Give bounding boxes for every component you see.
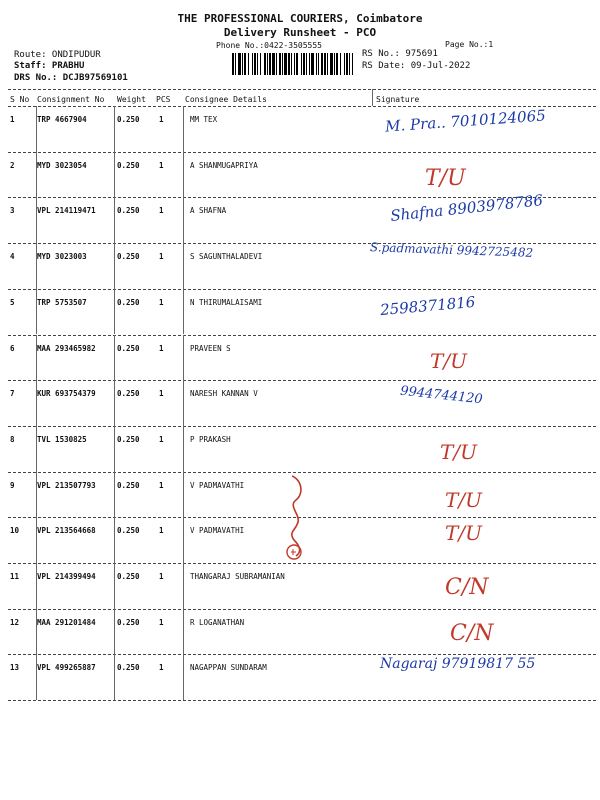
row-consignee: NARESH KANNAN V bbox=[190, 389, 258, 399]
row-pcs: 1 bbox=[159, 526, 164, 536]
col-header-weight: Weight bbox=[117, 95, 146, 104]
row-divider bbox=[8, 426, 596, 427]
row-weight: 0.250 bbox=[117, 206, 140, 216]
row-sno: 3 bbox=[10, 206, 15, 216]
row-signature: S.padmavathi 9942725482 bbox=[369, 240, 534, 260]
row-pcs: 1 bbox=[159, 617, 164, 627]
company-name: THE PROFESSIONAL COURIERS, Coimbatore bbox=[177, 12, 423, 25]
row-consignee: V PADMAVATHI bbox=[190, 480, 245, 490]
staff-label: Staff: PRABHU bbox=[14, 61, 85, 71]
row-pcs: 1 bbox=[159, 206, 164, 216]
row-pcs: 1 bbox=[159, 297, 164, 307]
row-consignment-no: VPL 499265887 bbox=[37, 663, 96, 673]
col-sno-divider bbox=[36, 152, 37, 198]
row-sno: 5 bbox=[10, 297, 15, 307]
col-pcs-divider bbox=[183, 380, 184, 426]
col-pcs-divider bbox=[183, 563, 184, 609]
row-consignee: A SHANMUGAPRIYA bbox=[190, 160, 258, 170]
row-divider bbox=[8, 700, 596, 701]
row-weight: 0.250 bbox=[117, 434, 140, 444]
col-sno-divider bbox=[36, 243, 37, 289]
row-signature: T/U bbox=[430, 348, 467, 373]
col-sno-divider bbox=[36, 517, 37, 563]
row-divider bbox=[8, 335, 596, 336]
row-consignee: N THIRUMALAISAMI bbox=[190, 297, 263, 307]
row-signature: Shafna 8903978786 bbox=[389, 191, 544, 226]
row-consignment-no: TRP 5753507 bbox=[37, 297, 87, 307]
col-consignment-divider bbox=[114, 106, 115, 152]
col-sno-divider bbox=[36, 472, 37, 518]
col-sno-divider bbox=[36, 654, 37, 700]
rs-number: RS No.: 975691 bbox=[362, 49, 438, 59]
row-weight: 0.250 bbox=[117, 480, 140, 490]
col-header-pcs: PCS bbox=[156, 95, 171, 104]
row-consignment-no: MYD 3023054 bbox=[37, 160, 87, 170]
col-sno-divider bbox=[36, 197, 37, 243]
col-consignment-divider bbox=[114, 472, 115, 518]
row-weight: 0.250 bbox=[117, 297, 140, 307]
row-consignee: R LOGANATHAN bbox=[190, 617, 245, 627]
row-pcs: 1 bbox=[159, 480, 164, 490]
row-consignment-no: VPL 213507793 bbox=[37, 480, 96, 490]
row-pcs: 1 bbox=[159, 252, 164, 262]
row-consignment-no: KUR 693754379 bbox=[37, 389, 96, 399]
signature-col-divider bbox=[372, 89, 373, 106]
row-pcs: 1 bbox=[159, 572, 164, 581]
row-signature: C/N bbox=[445, 575, 489, 600]
col-consignment-divider bbox=[114, 335, 115, 381]
col-pcs-divider bbox=[183, 243, 184, 289]
col-sno-divider bbox=[36, 380, 37, 426]
col-pcs-divider bbox=[183, 289, 184, 335]
col-consignment-divider bbox=[114, 563, 115, 609]
row-consignment-no: MYD 3023003 bbox=[37, 252, 87, 262]
row-weight: 0.250 bbox=[117, 160, 140, 170]
row-consignment-no: VPL 214119471 bbox=[37, 206, 96, 216]
row-divider bbox=[8, 289, 596, 290]
row-divider bbox=[8, 609, 596, 610]
col-consignment-divider bbox=[114, 609, 115, 655]
row-consignee: S SAGUNTHALADEVI bbox=[190, 252, 263, 262]
col-pcs-divider bbox=[183, 517, 184, 563]
row-sno: 10 bbox=[10, 526, 20, 536]
col-header-sno: S No bbox=[10, 95, 30, 104]
col-pcs-divider bbox=[183, 335, 184, 381]
col-consignment-divider bbox=[114, 654, 115, 700]
row-sno: 6 bbox=[10, 343, 15, 353]
row-signature: 2598371816 bbox=[379, 292, 477, 319]
row-signature: T/U bbox=[445, 521, 482, 546]
row-sno: 8 bbox=[10, 434, 15, 444]
row-sno: 13 bbox=[10, 663, 20, 673]
col-sno-divider bbox=[36, 563, 37, 609]
pen-scribble-mark bbox=[278, 470, 318, 570]
col-header-consignment: Consignment No bbox=[37, 95, 105, 104]
row-weight: 0.250 bbox=[117, 572, 140, 581]
row-consignee: MM TEX bbox=[190, 115, 218, 124]
row-signature: T/U bbox=[440, 439, 477, 464]
row-weight: 0.250 bbox=[117, 343, 140, 353]
row-divider bbox=[8, 243, 596, 244]
col-pcs-divider bbox=[183, 654, 184, 700]
col-consignment-divider bbox=[114, 197, 115, 243]
row-weight: 0.250 bbox=[117, 389, 140, 399]
row-signature: T/U bbox=[445, 487, 482, 512]
row-signature: Nagaraj 97919817 55 bbox=[380, 656, 536, 673]
row-pcs: 1 bbox=[159, 389, 164, 399]
col-consignment-divider bbox=[114, 243, 115, 289]
row-weight: 0.250 bbox=[117, 115, 140, 124]
drs-number: DRS No.: DCJB97569101 bbox=[14, 73, 128, 83]
row-pcs: 1 bbox=[159, 663, 164, 673]
row-consignment-no: MAA 293465982 bbox=[37, 343, 96, 353]
col-header-consignee: Consignee Details bbox=[185, 95, 267, 104]
col-sno-divider bbox=[36, 335, 37, 381]
row-consignee: P PRAKASH bbox=[190, 434, 231, 444]
col-sno-divider bbox=[36, 426, 37, 472]
table-top-rule bbox=[8, 89, 596, 90]
row-consignment-no: TRP 4667904 bbox=[37, 115, 87, 124]
row-consignee: A SHAFNA bbox=[190, 206, 227, 216]
row-sno: 12 bbox=[10, 617, 20, 627]
row-signature: C/N bbox=[450, 620, 494, 646]
col-consignment-divider bbox=[114, 380, 115, 426]
row-sno: 11 bbox=[10, 572, 20, 581]
col-consignment-divider bbox=[114, 152, 115, 198]
row-divider bbox=[8, 380, 596, 381]
rs-date: RS Date: 09-Jul-2022 bbox=[362, 61, 471, 71]
row-sno: 4 bbox=[10, 252, 15, 262]
row-signature: M. Pra.. 7010124065 bbox=[384, 106, 547, 136]
route-label: Route: ONDIPUDUR bbox=[14, 50, 101, 60]
col-pcs-divider bbox=[183, 197, 184, 243]
col-sno-divider bbox=[36, 289, 37, 335]
row-divider bbox=[8, 654, 596, 655]
col-pcs-divider bbox=[183, 106, 184, 152]
row-consignee: V PADMAVATHI bbox=[190, 526, 245, 536]
col-pcs-divider bbox=[183, 426, 184, 472]
row-weight: 0.250 bbox=[117, 526, 140, 536]
row-pcs: 1 bbox=[159, 343, 164, 353]
page-number: Page No.:1 bbox=[445, 40, 494, 49]
table-header-rule bbox=[8, 106, 596, 107]
row-weight: 0.250 bbox=[117, 617, 140, 627]
document-title: Delivery Runsheet - PCO bbox=[223, 26, 377, 39]
col-pcs-divider bbox=[183, 609, 184, 655]
phone-number: Phone No.:0422-3505555 bbox=[216, 41, 322, 50]
row-consignment-no: TVL 1530825 bbox=[37, 434, 87, 444]
row-consignment-no: VPL 214399494 bbox=[37, 572, 96, 581]
col-sno-divider bbox=[36, 106, 37, 152]
row-consignee: PRAVEEN S bbox=[190, 343, 231, 353]
barcode-image bbox=[231, 53, 355, 75]
row-divider bbox=[8, 152, 596, 153]
row-signature: 9944744120 bbox=[399, 383, 484, 408]
col-consignment-divider bbox=[114, 289, 115, 335]
col-pcs-divider bbox=[183, 152, 184, 198]
row-consignment-no: MAA 291201484 bbox=[37, 617, 96, 627]
col-consignment-divider bbox=[114, 517, 115, 563]
col-header-signature: Signature bbox=[376, 95, 420, 104]
col-pcs-divider bbox=[183, 472, 184, 518]
row-sno: 9 bbox=[10, 480, 15, 490]
row-consignment-no: VPL 213564668 bbox=[37, 526, 96, 536]
row-weight: 0.250 bbox=[117, 252, 140, 262]
row-signature: T/U bbox=[425, 165, 466, 191]
row-pcs: 1 bbox=[159, 115, 164, 124]
row-pcs: 1 bbox=[159, 434, 164, 444]
row-weight: 0.250 bbox=[117, 663, 140, 673]
row-sno: 7 bbox=[10, 389, 15, 399]
row-pcs: 1 bbox=[159, 160, 164, 170]
col-sno-divider bbox=[36, 609, 37, 655]
col-consignment-divider bbox=[114, 426, 115, 472]
row-consignee: THANGARAJ SUBRAMANIAN bbox=[190, 572, 285, 581]
row-consignee: NAGAPPAN SUNDARAM bbox=[190, 663, 267, 673]
row-sno: 1 bbox=[10, 115, 15, 124]
row-sno: 2 bbox=[10, 160, 15, 170]
